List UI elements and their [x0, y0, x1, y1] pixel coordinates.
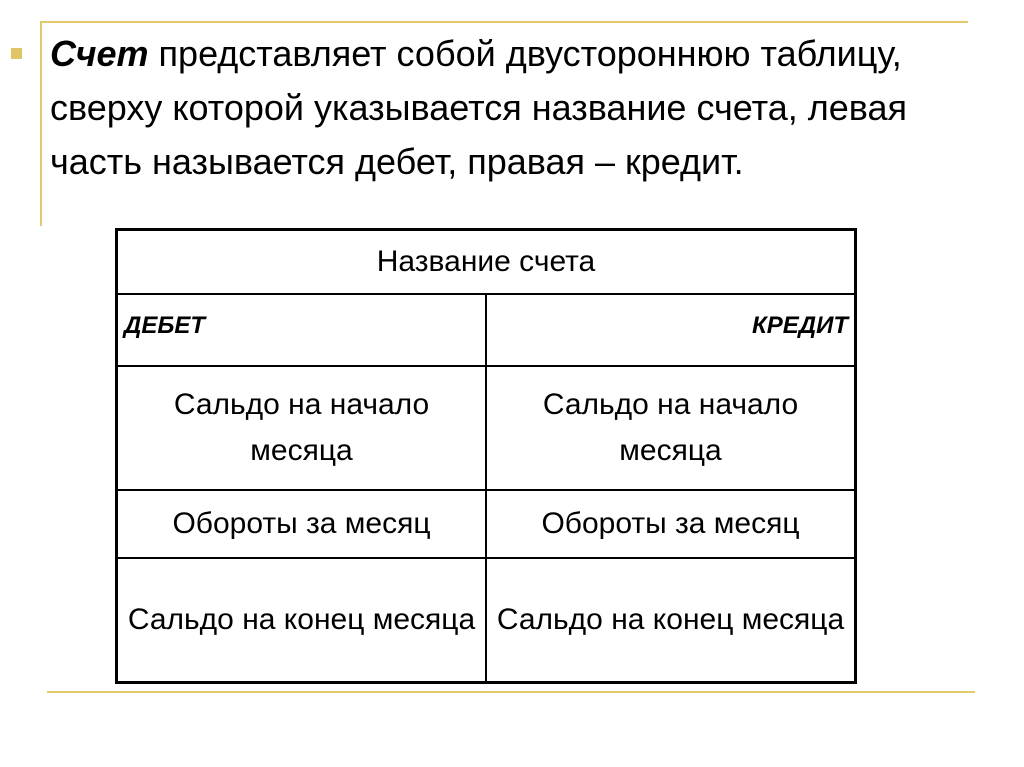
- account-name-cell: Название счета: [117, 230, 856, 295]
- debit-cell: Сальдо на конец месяца: [117, 558, 487, 683]
- table-title-row: [117, 230, 856, 295]
- credit-cell: Сальдо на начало месяца: [486, 366, 856, 490]
- credit-label: КРЕДИТ: [486, 294, 856, 366]
- intro-text: представляет собой двустороннюю таблицу, сверху которой указывается название счета, левая часть называется дебет, правая – кредит.: [50, 33, 908, 182]
- table-row: [117, 490, 856, 558]
- square-bullet-icon: [11, 48, 22, 59]
- table-row: [117, 366, 856, 490]
- account-table: [115, 228, 857, 684]
- credit-cell: Сальдо на конец месяца: [486, 558, 856, 683]
- intro-term: Счет: [50, 33, 149, 74]
- intro-paragraph: [50, 27, 1000, 189]
- frame-left-line: [40, 21, 42, 226]
- credit-cell: Обороты за месяц: [486, 490, 856, 558]
- table-side-row: [117, 294, 856, 366]
- debit-cell: Сальдо на начало месяца: [117, 366, 487, 490]
- table-row: [117, 558, 856, 683]
- frame-top-line: [40, 21, 968, 23]
- debit-cell: Обороты за месяц: [117, 490, 487, 558]
- debit-label: ДЕБЕТ: [117, 294, 487, 366]
- frame-bottom-line: [47, 691, 975, 693]
